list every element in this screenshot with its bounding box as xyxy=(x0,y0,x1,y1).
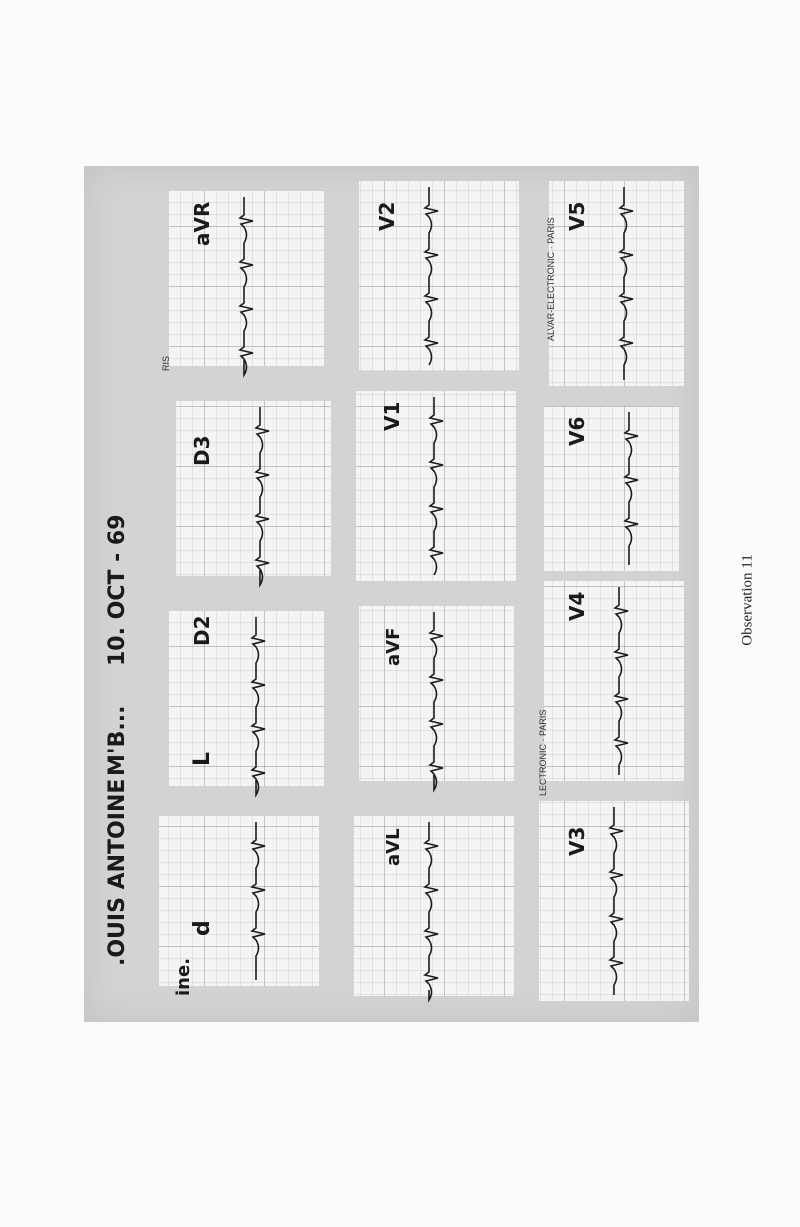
header-label xyxy=(105,514,130,966)
lead-label-avf: aVF xyxy=(383,627,404,666)
lead-label-l-mark: L xyxy=(190,751,215,766)
ecg-photograph xyxy=(84,166,699,1022)
figure-caption: Observation 11 xyxy=(739,554,756,646)
lead-label-d1: d xyxy=(190,920,215,936)
stamp-top-fragment: RIS xyxy=(161,355,171,371)
lead-label-d3: D3 xyxy=(190,435,214,466)
lead-label-v4: V4 xyxy=(565,591,589,621)
header-prefix: ine. xyxy=(173,957,194,996)
lead-label-v6: V6 xyxy=(565,416,589,446)
lead-label-v5: V5 xyxy=(565,201,589,231)
stamp-lectronic: LECTRONIC · PARIS xyxy=(538,709,548,796)
lead-label-v1: V1 xyxy=(380,401,404,431)
lead-label-avr: aVR xyxy=(190,201,214,246)
lead-label-v2: V2 xyxy=(375,201,399,231)
patient-initials: M'B... xyxy=(105,705,130,776)
lead-label-v3: V3 xyxy=(565,826,589,856)
lead-label-d2: D2 xyxy=(190,615,214,646)
patient-name: .OUIS ANTOINE xyxy=(105,778,130,966)
ecg-date: 10. OCT - 69 xyxy=(105,514,130,666)
lead-label-avl: aVL xyxy=(383,828,404,866)
stamp-alvar: ALVAR-ELECTRONIC · PARIS xyxy=(546,217,556,341)
strip-panels xyxy=(159,181,689,1001)
ecg-strips xyxy=(84,166,699,1022)
